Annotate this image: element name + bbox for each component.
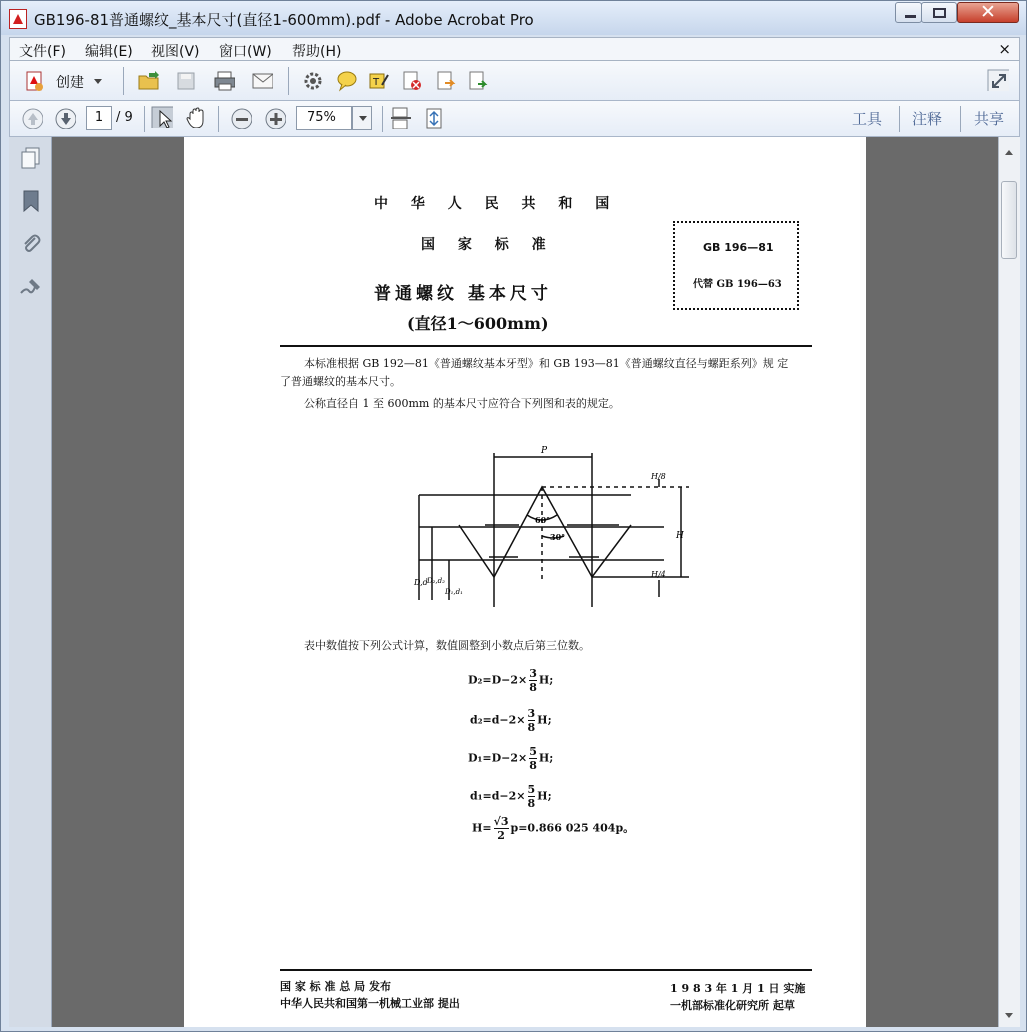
formula-d1: d₁=d−2× $\frac{5}{8}$ H; xyxy=(470,783,552,810)
export-page-icon[interactable] xyxy=(435,70,457,92)
fit-page-icon[interactable] xyxy=(423,107,445,129)
zoom-dropdown-button[interactable] xyxy=(352,106,372,130)
hand-tool-icon[interactable] xyxy=(184,106,206,128)
next-page-icon[interactable] xyxy=(54,107,76,129)
page-number-input[interactable]: 1 xyxy=(86,106,112,130)
page-total-label: / 9 xyxy=(116,110,133,125)
attachments-paperclip-icon[interactable] xyxy=(19,232,43,256)
comment-panel-link[interactable]: 注释 xyxy=(912,110,943,128)
vertical-scrollbar[interactable] xyxy=(998,137,1020,1027)
toolbar-separator xyxy=(960,106,961,132)
main-toolbar xyxy=(9,61,1020,101)
scroll-down-arrow[interactable] xyxy=(1005,1013,1013,1018)
tools-panel-link[interactable]: 工具 xyxy=(852,110,883,128)
footer-rule xyxy=(280,969,812,971)
diagram-label-60deg: 60° xyxy=(535,515,551,525)
toolbar-separator xyxy=(144,106,145,132)
calculation-note: 表中数值按下列公式计算，数值圆整到小数点后第三位数。 xyxy=(304,639,590,652)
extract-page-icon[interactable] xyxy=(467,70,489,92)
diagram-label-d2: D₂,d₂ xyxy=(427,577,445,585)
title-rule xyxy=(280,345,812,347)
create-pdf-icon[interactable] xyxy=(23,70,45,92)
pdf-page xyxy=(184,137,866,1027)
toolbar-separator xyxy=(382,106,383,132)
minimize-icon xyxy=(905,15,916,18)
maximize-button[interactable] xyxy=(921,2,957,23)
formula-H: H= $\frac{√3}{2}$ p=0.866 025 404p。 xyxy=(472,815,635,842)
minimize-button[interactable] xyxy=(895,2,922,23)
paragraph-2: 公称直径自 1 至 600mm 的基本尺寸应符合下列图和表的规定。 xyxy=(304,397,620,410)
toolbar-separator xyxy=(288,67,289,95)
formula-d2: d₂=d−2× $\frac{3}{8}$ H; xyxy=(470,707,552,734)
menu-window[interactable]: 窗口(W) xyxy=(219,44,272,60)
scrolling-mode-icon[interactable] xyxy=(390,107,412,129)
toolbar-separator xyxy=(899,106,900,132)
expand-fullscreen-icon[interactable] xyxy=(987,69,1009,91)
standard-number-box xyxy=(673,221,799,310)
print-icon[interactable] xyxy=(213,70,235,92)
paragraph-1-line-1: 本标准根据 GB 192—81《普通螺纹基本牙型》和 GB 193—81《普通螺纹直径与螺距系列》规 定 xyxy=(304,357,789,370)
save-icon[interactable] xyxy=(175,70,197,92)
maximize-icon xyxy=(933,8,946,18)
menu-file[interactable]: 文件(F) xyxy=(19,44,66,60)
formula-D1: D₁=D−2× $\frac{5}{8}$ H; xyxy=(468,745,554,772)
toolbar-separator xyxy=(123,67,124,95)
footer-proposer: 中华人民共和国第一机械工业部 提出 xyxy=(280,997,460,1010)
window-title: GB196-81普通螺纹_基本尺寸(直径1-600mm).pdf - Adobe Acrobat Pro xyxy=(34,11,534,29)
doc-subtitle: (直径1～600mm) xyxy=(407,314,549,333)
footer-publisher: 国 家 标 准 总 局 发布 xyxy=(280,980,391,993)
zoom-level-input[interactable]: 75% xyxy=(296,106,352,130)
svg-text:T: T xyxy=(373,77,380,88)
diagram-label-h4: H/4 xyxy=(651,570,666,579)
doc-title: 普通螺纹 基本尺寸 xyxy=(374,284,552,304)
footer-effective-date: 1 9 8 3 年 1 月 1 日 实施 xyxy=(670,982,806,995)
doc-header-country: 中 华 人 民 共 和 国 xyxy=(374,196,619,212)
document-viewport[interactable] xyxy=(52,137,998,1027)
close-window-button[interactable] xyxy=(957,2,1019,23)
close-document-button[interactable]: × xyxy=(998,40,1011,58)
scroll-thumb[interactable] xyxy=(1001,181,1017,259)
standard-number: GB 196—81 xyxy=(703,241,774,254)
select-tool-icon[interactable] xyxy=(151,106,173,128)
diagram-label-dd: D,d xyxy=(414,578,428,587)
close-icon: ✕ xyxy=(980,1,996,23)
toolbar-separator xyxy=(218,106,219,132)
paragraph-1-line-2: 了普通螺纹的基本尺寸。 xyxy=(280,375,401,388)
comment-bubble-icon[interactable] xyxy=(336,70,358,92)
create-button[interactable]: 创建 xyxy=(56,75,84,91)
menu-help[interactable]: 帮助(H) xyxy=(292,44,342,60)
share-panel-link[interactable]: 共享 xyxy=(974,110,1005,128)
page-thumbnails-icon[interactable] xyxy=(19,146,43,170)
diagram-label-h: H xyxy=(676,531,684,541)
navigation-toolbar xyxy=(9,101,1020,137)
scroll-up-arrow[interactable] xyxy=(1005,150,1013,155)
signatures-icon[interactable] xyxy=(19,276,43,298)
zoom-out-icon[interactable] xyxy=(230,107,252,129)
formula-D2: D₂=D−2× $\frac{3}{8}$ H; xyxy=(468,667,554,694)
zoom-in-icon[interactable] xyxy=(264,107,286,129)
delete-page-icon[interactable] xyxy=(401,70,423,92)
menu-view[interactable]: 视图(V) xyxy=(151,44,200,60)
open-folder-icon[interactable] xyxy=(137,70,159,92)
highlight-text-icon[interactable] xyxy=(368,70,390,92)
diagram-label-30deg: 30° xyxy=(550,532,566,542)
previous-page-icon[interactable] xyxy=(21,107,43,129)
doc-header-standard: 国 家 标 准 xyxy=(421,237,555,253)
pdf-file-icon xyxy=(9,9,27,29)
bookmarks-icon[interactable] xyxy=(20,189,42,213)
thread-profile-diagram xyxy=(409,437,699,612)
email-icon[interactable] xyxy=(251,71,273,93)
navigation-sidebar xyxy=(9,137,52,1027)
menu-bar xyxy=(9,37,1020,61)
footer-drafter: 一机部标准化研究所 起草 xyxy=(670,999,795,1012)
diagram-label-h8: H/8 xyxy=(651,472,666,481)
replaces-standard: 代替 GB 196—63 xyxy=(693,279,782,290)
diagram-label-p: P xyxy=(541,446,548,456)
menu-edit[interactable]: 编辑(E) xyxy=(85,44,133,60)
settings-gear-icon[interactable] xyxy=(302,70,324,92)
diagram-label-d1: D₁,d₁ xyxy=(445,588,463,596)
title-bar xyxy=(1,1,1026,35)
create-dropdown-arrow[interactable] xyxy=(94,79,102,84)
